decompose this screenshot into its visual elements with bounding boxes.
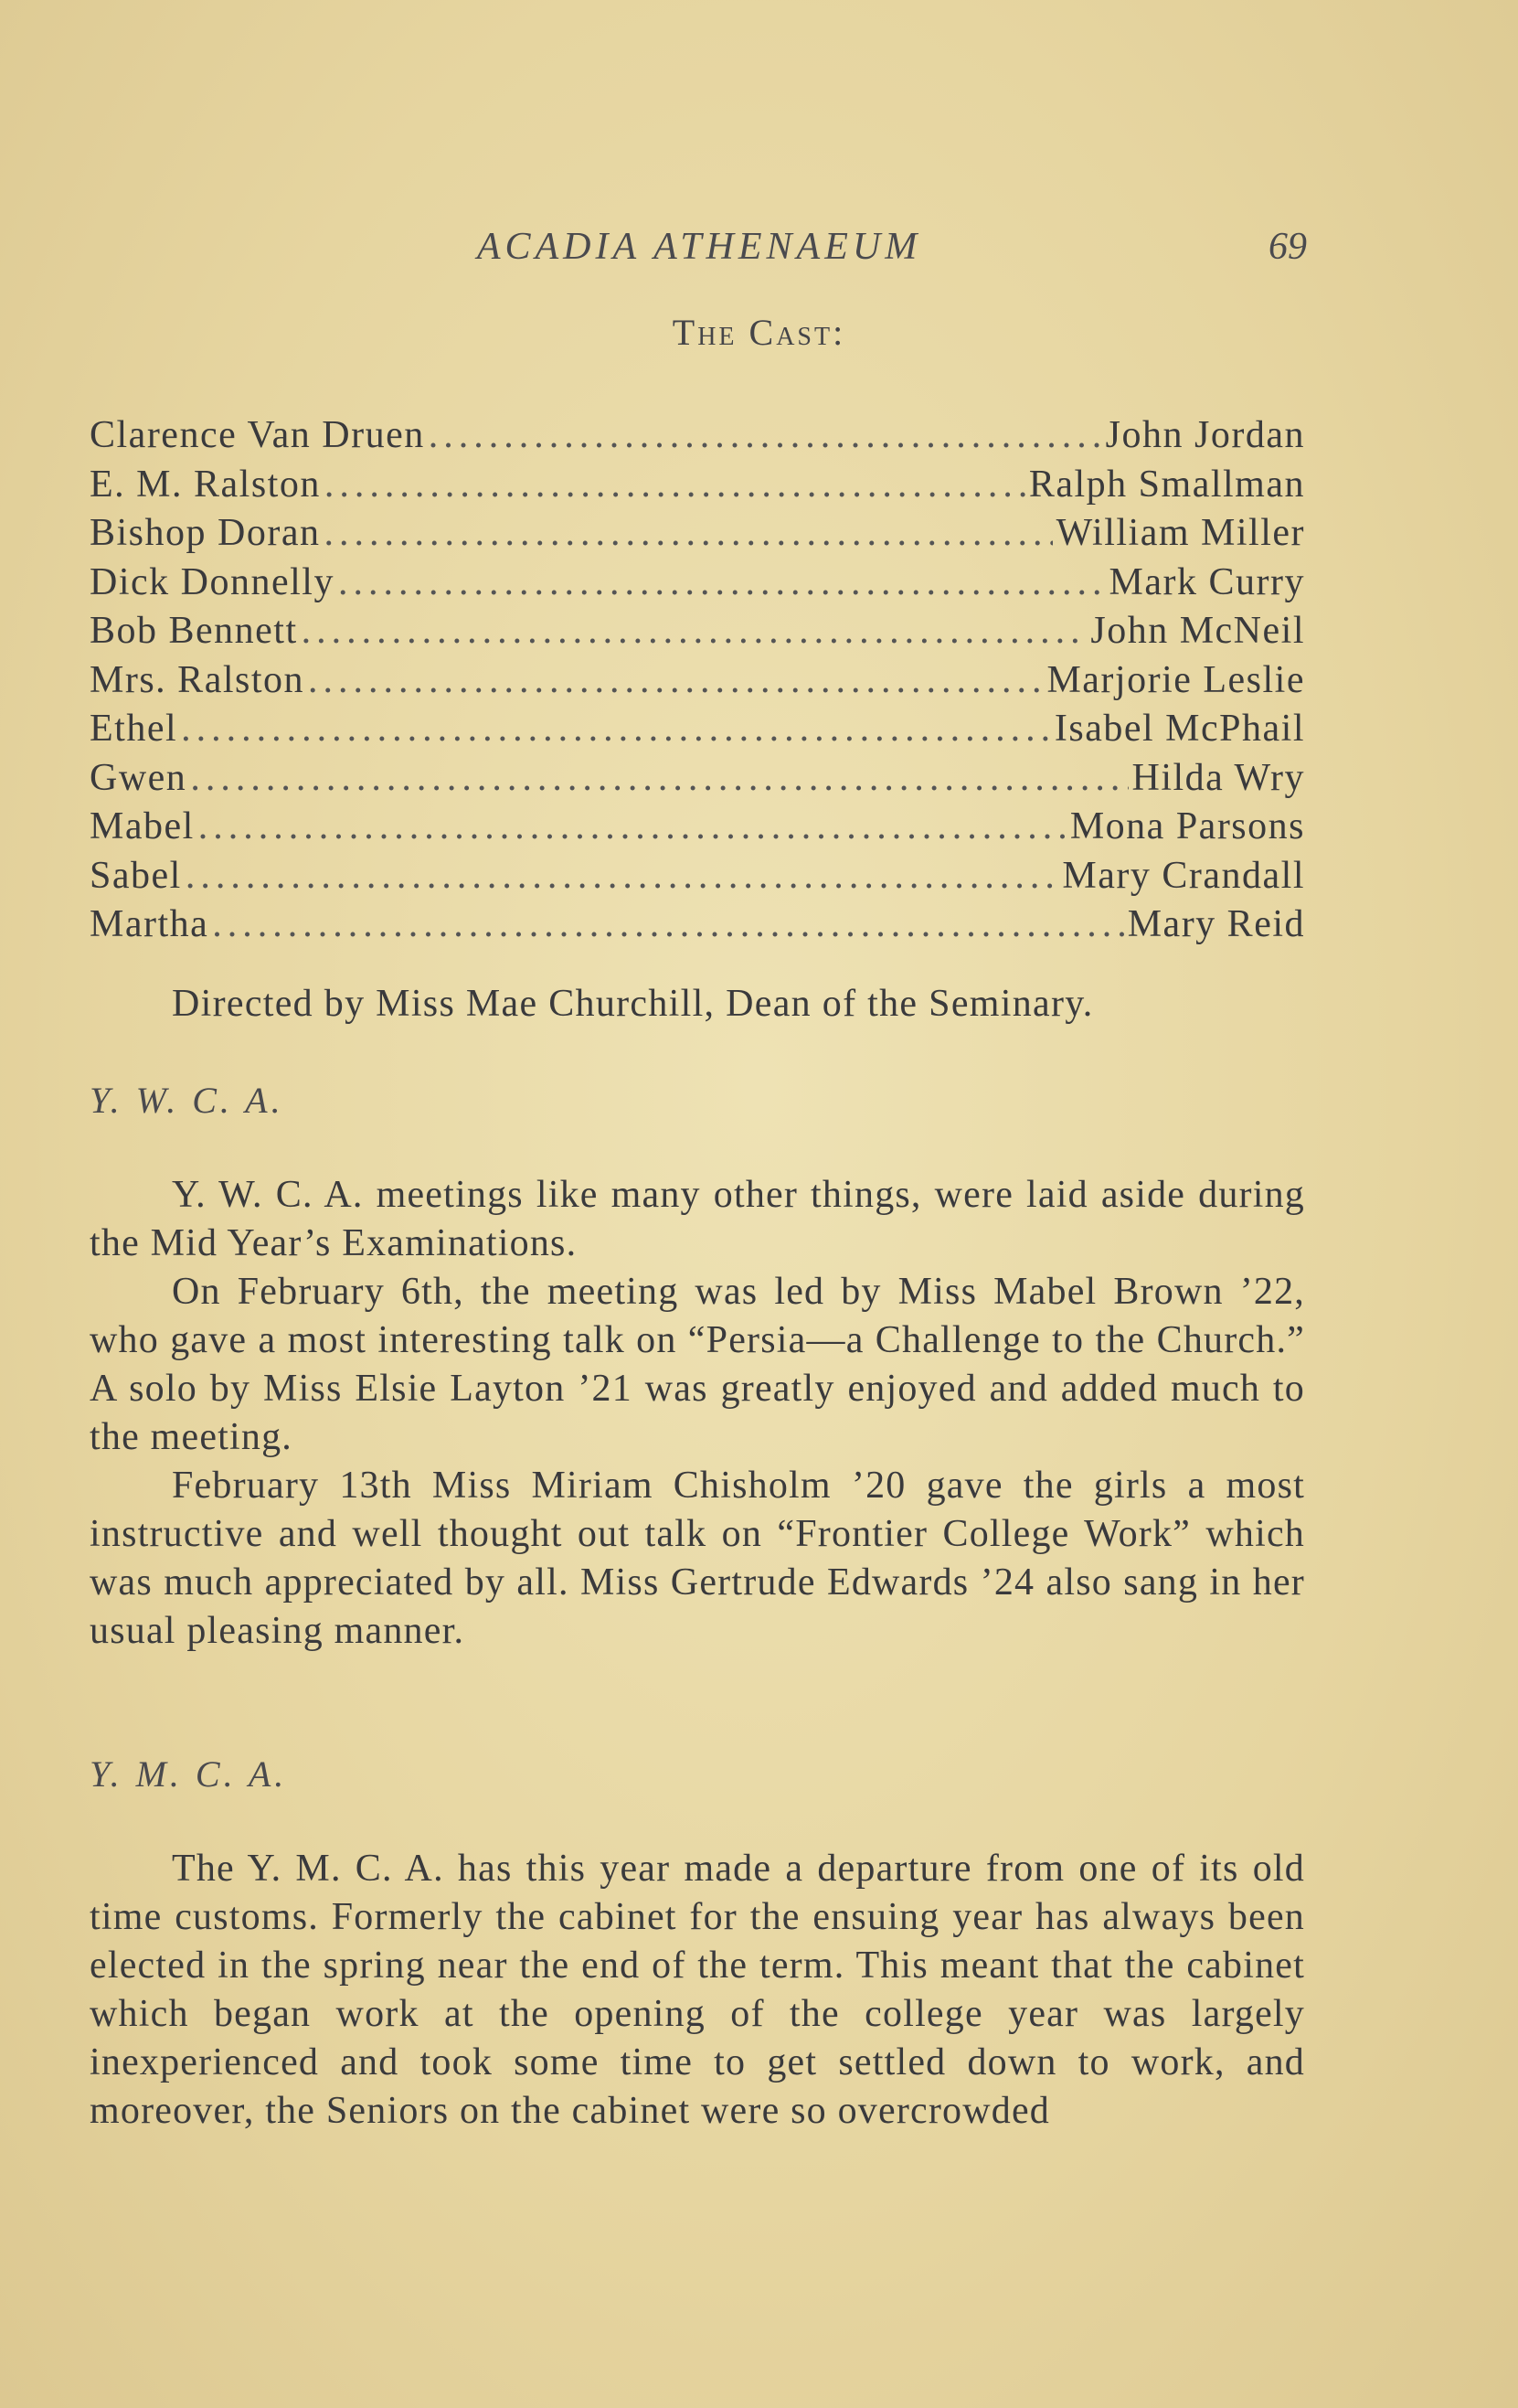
cast-role: E. M. Ralston <box>90 463 321 506</box>
dot-leader <box>186 854 1059 898</box>
cast-row <box>90 560 1305 610</box>
cast-row <box>90 658 1305 708</box>
ywca-paragraph: Y. W. C. A. meetings like many other things, were laid aside during the Mid Year’s Examinations. <box>90 1174 1305 1264</box>
cast-list <box>90 413 1305 952</box>
cast-role: Gwen <box>90 756 187 799</box>
cast-actor: Ralph Smallman <box>1028 463 1305 506</box>
cast-row <box>90 804 1305 854</box>
cast-row <box>90 609 1305 658</box>
cast-actor: Mona Parsons <box>1069 805 1305 847</box>
ywca-section <box>90 1171 1305 1656</box>
dot-leader <box>181 707 1051 751</box>
ymca-heading: Y. M. C. A. <box>90 1753 288 1795</box>
cast-actor: Mary Crandall <box>1062 854 1305 897</box>
directed-by: Directed by Miss Mae Churchill, Dean of the Seminary. <box>172 983 1094 1025</box>
cast-row <box>90 413 1305 463</box>
dot-leader <box>190 756 1128 800</box>
running-head: ACADIA ATHENAEUM <box>476 226 922 268</box>
cast-row <box>90 854 1305 903</box>
ymca-paragraph: The Y. M. C. A. has this year made a departure from one of its old time customs. Formerly the cabinet for the ensuing year has always been elected in the spring near the end of the term. This meant that the cabinet which began work at the opening of the college year was largely inexperienced and took some time to get settled down to work, and moreover, the Seniors on the cabinet were so overcrowded <box>90 1848 1305 2132</box>
cast-role: Ethel <box>90 708 178 750</box>
dot-leader <box>302 609 1088 653</box>
cast-actor: Marjorie Leslie <box>1046 658 1305 701</box>
cast-role: Bishop Doran <box>90 512 321 554</box>
cast-actor: Hilda Wry <box>1131 756 1305 799</box>
cast-role: Dick Donnelly <box>90 560 334 603</box>
ymca-section <box>90 1845 1305 2136</box>
dot-leader <box>338 560 1106 604</box>
cast-role: Bob Bennett <box>90 610 298 652</box>
page-number: 69 <box>1269 226 1307 268</box>
cast-row <box>90 511 1305 560</box>
cast-role: Martha <box>90 903 209 945</box>
cast-role: Mabel <box>90 805 195 847</box>
ywca-heading: Y. W. C. A. <box>90 1080 284 1121</box>
dot-leader <box>212 902 1123 946</box>
cast-actor: Mary Reid <box>1127 903 1305 945</box>
cast-row <box>90 463 1305 512</box>
cast-row <box>90 707 1305 756</box>
dot-leader <box>429 413 1102 457</box>
cast-actor: Isabel McPhail <box>1054 708 1305 750</box>
dot-leader <box>198 804 1067 848</box>
dot-leader <box>324 463 1025 506</box>
cast-row <box>90 902 1305 952</box>
cast-role: Sabel <box>90 854 182 897</box>
cast-heading: The Cast: <box>672 312 846 353</box>
page-header <box>91 225 1307 280</box>
ywca-paragraph: On February 6th, the meeting was led by Miss Mabel Brown ’22, who gave a most interesting talk on “Persia—a Challenge to the Church.” A solo by Miss Elsie Layton ’21 was greatly enjoyed and added much to the meeting. <box>90 1271 1305 1458</box>
cast-actor: William Miller <box>1056 512 1305 554</box>
cast-actor: Mark Curry <box>1109 560 1305 603</box>
dot-leader <box>308 658 1043 702</box>
cast-role: Mrs. Ralston <box>90 658 305 701</box>
ywca-paragraph: February 13th Miss Miriam Chisholm ’20 gave the girls a most instructive and well thought out talk on “Frontier College Work” which was much appreciated by all. Miss Gertrude Edwards ’24 also sang in her usual pleasing manner. <box>90 1465 1305 1652</box>
cast-actor: John McNeil <box>1090 610 1305 652</box>
dot-leader <box>324 511 1053 555</box>
cast-row <box>90 756 1305 805</box>
cast-actor: John Jordan <box>1105 414 1305 456</box>
cast-role: Clarence Van Druen <box>90 414 425 456</box>
